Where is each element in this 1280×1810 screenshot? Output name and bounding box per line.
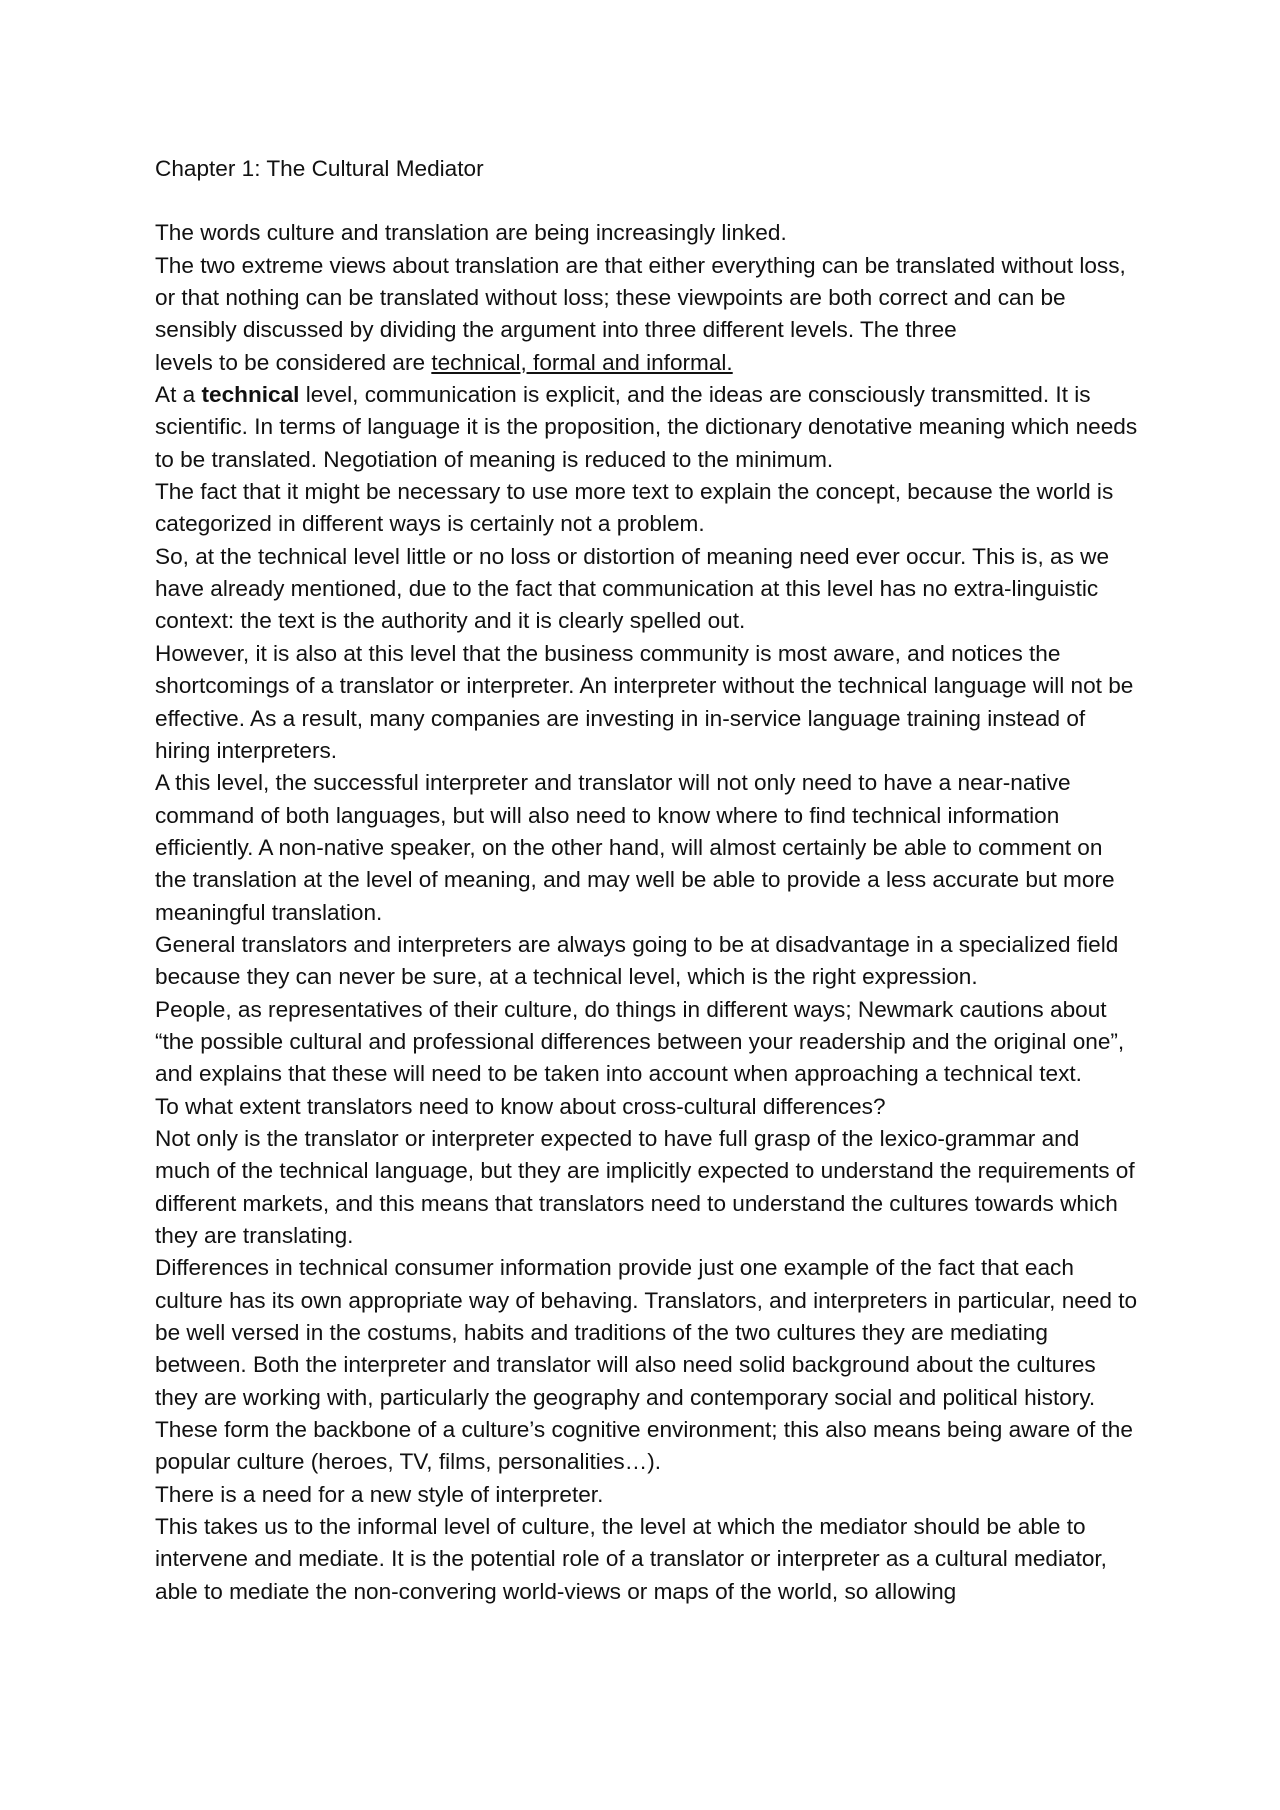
paragraph-near-native: A this level, the successful interpreter and translator will not only need to have a near-native command of both languages, but will also need to know where to find technical information efficiently. A non-native speaker, on the other hand, will almost certainly be able to comment on the translation at the level of meaning, and may well be able to provide a less accurate but more meaningful translation. xyxy=(155,770,1115,925)
paragraph-question: To what extent translators need to know about cross-cultural differences? xyxy=(155,1093,886,1119)
paragraph-informal-level: This takes us to the informal level of culture, the level at which the mediator should be able to intervene and mediate. It is the potential role of a translator or interpreter as a cultural mediator, able to mediate the non-convering world-views or maps of the world, so allowing xyxy=(155,1514,1107,1604)
paragraph-consumer-information: Differences in technical consumer information provide just one example of the fact that each culture has its own appropriate way of behaving. Translators, and interpreters in particular, need to be well versed in the costums, habits and traditions of the two cultures they are mediating between. Both the interpreter and translator will also need solid background about the cultures they are working with, particularly the geography and contemporary social and political history. These form the backbone of a culture’s cognitive environment; this also means being aware of the popular culture (heroes, TV, films, personalities…). xyxy=(155,1255,1138,1475)
paragraph-technical-level xyxy=(155,379,1140,476)
paragraph-extreme-views xyxy=(155,250,1140,379)
paragraph-more-text: The fact that it might be necessary to use more text to explain the concept, because the world is categorized in different ways is certainly not a problem. xyxy=(155,479,1114,537)
technical-para-prefix: At a xyxy=(155,382,196,408)
technical-bold-word: technical xyxy=(201,382,300,408)
paragraph-intro: The words culture and translation are being increasingly linked. xyxy=(155,220,787,246)
levels-prefix: levels to be considered are xyxy=(155,349,426,375)
paragraph-new-style: There is a need for a new style of interpreter. xyxy=(155,1481,604,1507)
paragraph-little-loss: So, at the technical level little or no loss or distortion of meaning need ever occur. This is, as we have already mentioned, due to the fact that communication at this level has no extra-linguistic context: the text is the authority and it is clearly spelled out. xyxy=(155,543,1110,634)
paragraph-lexico-grammar: Not only is the translator or interpreter expected to have full grasp of the lexico-grammar and much of the technical language, but they are implicitly expected to understand the requirements of different markets, and this means that translators need to understand the cultures towards which they are translating. xyxy=(155,1125,1135,1248)
technical-para-rest: level, communication is explicit, and the ideas are consciously transmitted. It is scientific. In terms of language it is the proposition, the dictionary denotative meaning which needs to be translated. Negotiation of meaning is reduced to the minimum. xyxy=(155,382,1138,472)
paragraph-business-community: However, it is also at this level that the business community is most aware, and notices the shortcomings of a translator or interpreter. An interpreter without the technical language will not be effective. As a result, many companies are investing in in-service language training instead of hiring interpreters. xyxy=(155,640,1134,763)
paragraph-newmark: People, as representatives of their culture, do things in different ways; Newmark cautions about “the possible cultural and professional differences between your readership and the original one”, and explains that these will need to be taken into account when approaching a technical text. xyxy=(155,996,1125,1087)
paragraph-extreme-views-text: The two extreme views about translation are that either everything can be translated without loss, or that nothing can be translated without loss; these viewpoints are both correct and can be sensibly discussed by dividing the argument into three different levels. The three xyxy=(155,252,1126,343)
levels-underlined-text: technical, formal and informal. xyxy=(431,349,733,375)
document-body xyxy=(155,153,1140,1608)
paragraph-general-translators: General translators and interpreters are always going to be at disadvantage in a specialized field because they can never be sure, at a technical level, which is the right expression. xyxy=(155,931,1119,990)
chapter-title: Chapter 1: The Cultural Mediator xyxy=(155,156,484,181)
